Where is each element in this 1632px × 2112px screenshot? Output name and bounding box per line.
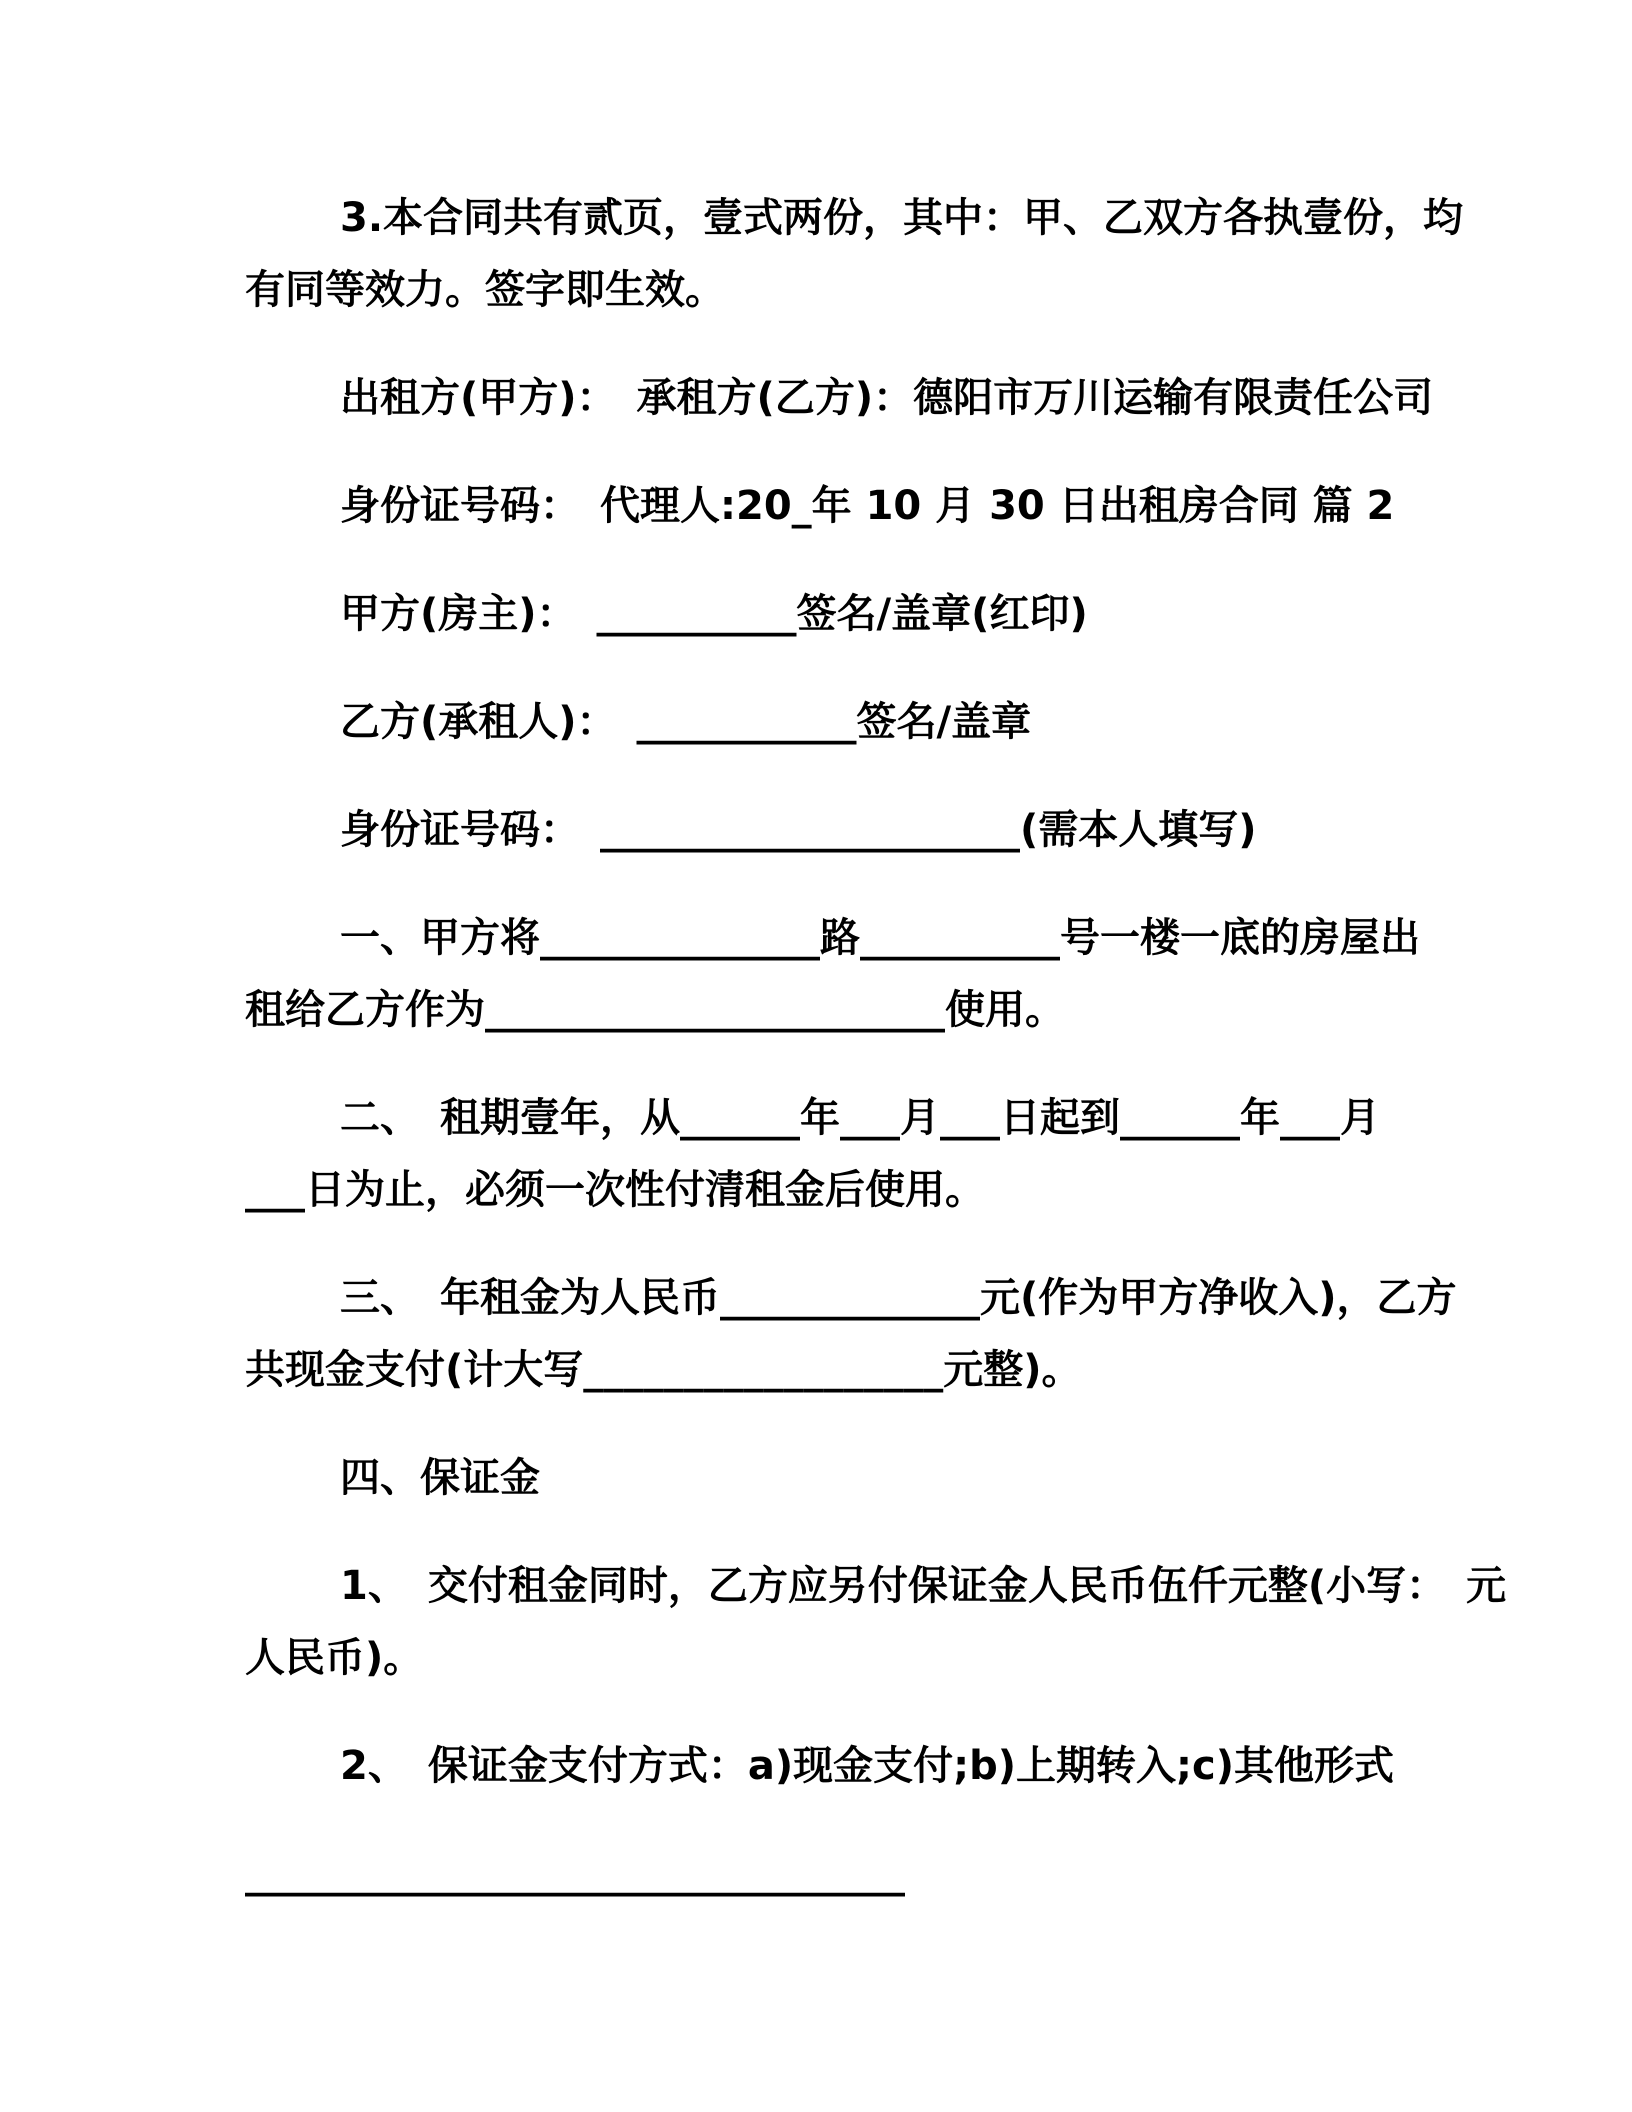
clause-copies-line: 3.本合同共有贰页，壹式两份，其中：甲、乙双方各执壹份，均 (340, 195, 1464, 241)
clause-1-property-continued: 租给乙方作为_______________________使用。 (245, 987, 1065, 1033)
clause-4-deposit-heading: 四、保证金 (340, 1455, 540, 1501)
party-b-signature-line: 乙方(承租人)： ___________签名/盖章 (340, 699, 1032, 745)
clause-3-rent-line: 三、 年租金为人民币_____________元(作为甲方净收入)，乙方 (340, 1275, 1457, 1321)
deposit-item-2-line: 2、 保证金支付方式：a)现金支付;b)上期转入;c)其他形式 (340, 1743, 1395, 1789)
clause-3-rent-continued: 共现金支付(计大写__________________元整)。 (245, 1347, 1082, 1393)
clause-2-term-continued: ___日为止，必须一次性付清租金后使用。 (245, 1167, 985, 1213)
deposit-item-1-continued: 人民币)。 (245, 1635, 424, 1681)
clause-1-property-line: 一、甲方将______________路__________号一楼一底的房屋出 (340, 915, 1420, 961)
blank-fill-underscore-line: _________________________________ (245, 1851, 905, 1897)
lessor-lessee-line: 出租方(甲方)： 承租方(乙方)：德阳市万川运输有限责任公司 (340, 375, 1434, 421)
contract-body (245, 182, 1545, 1910)
party-a-signature-line: 甲方(房主)： __________签名/盖章(红印) (340, 591, 1088, 637)
id-number-agent-line: 身份证号码： 代理人:20_年 10 月 30 日出租房合同 篇 2 (340, 483, 1395, 529)
id-number-fill-line: 身份证号码： _____________________(需本人填写) (340, 807, 1257, 853)
clause-copies-continued: 有同等效力。签字即生效。 (245, 267, 725, 313)
deposit-item-1-line: 1、 交付租金同时，乙方应另付保证金人民币伍仟元整(小写： 元 (340, 1563, 1507, 1609)
clause-2-term-line: 二、 租期壹年，从______年___月___日起到______年___月 (340, 1095, 1380, 1141)
